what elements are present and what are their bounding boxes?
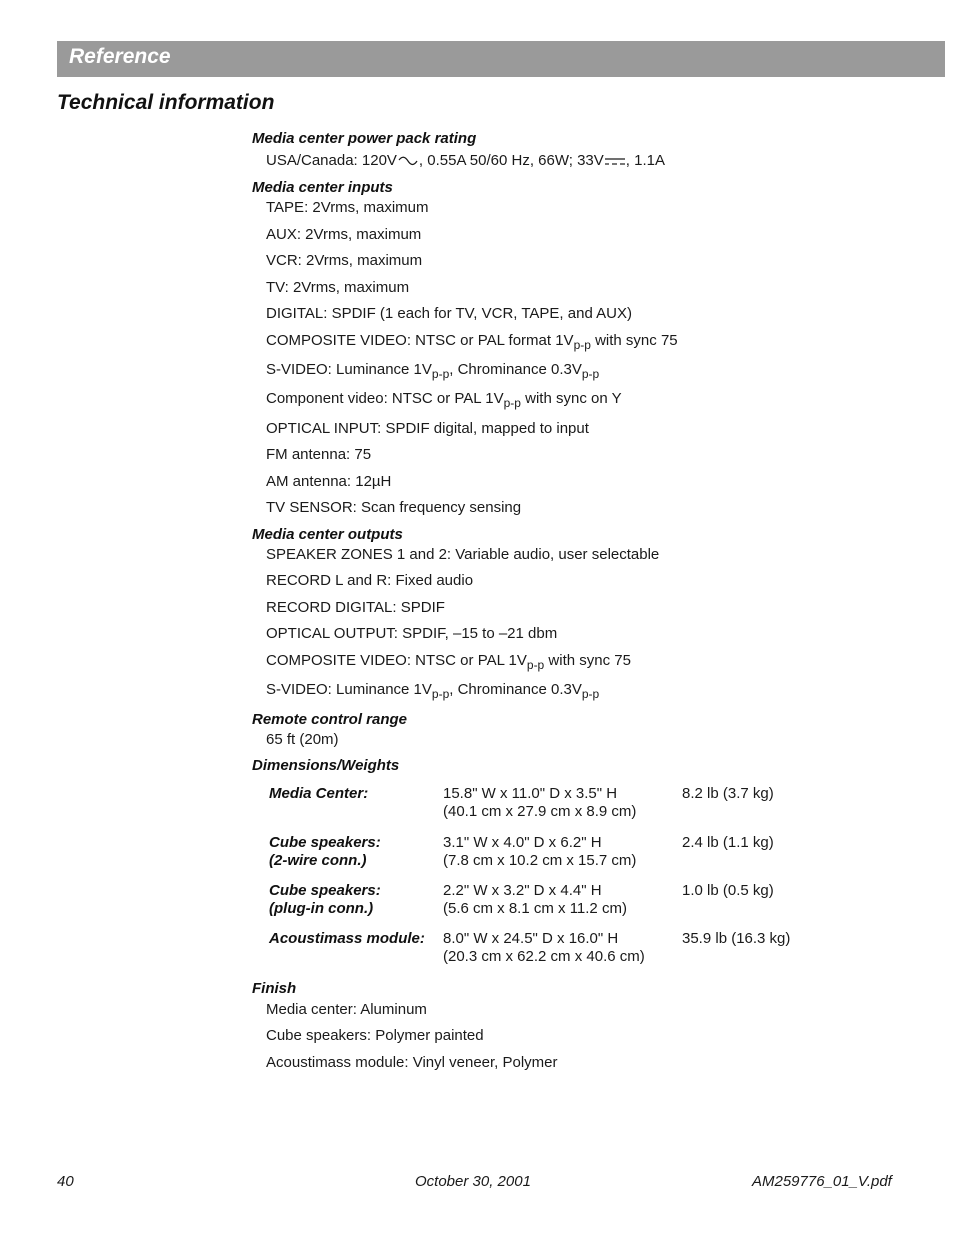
ac-symbol-icon [397, 155, 419, 167]
footer-filename: AM259776_01_V.pdf [752, 1173, 892, 1190]
page-title: Technical information [57, 91, 275, 114]
dim-row-label [269, 785, 368, 803]
dim-label-line-1: Media Center: [269, 785, 369, 802]
inputs-heading: Media center inputs [252, 179, 393, 196]
dim-row-size [443, 834, 636, 870]
dim-row-size [443, 882, 627, 918]
banner-title: Reference [69, 45, 171, 68]
output-record-lr: RECORD L and R: Fixed audio [266, 572, 474, 589]
input-digital: DIGITAL: SPDIF (1 each for TV, VCR, TAPE, and AUX) [266, 305, 632, 322]
input-composite-text: COMPOSITE VIDEO: NTSC or PAL format 1V [266, 332, 574, 349]
dim-size-imperial: 15.8" W x 11.0" D x 3.5" H [443, 785, 618, 802]
output-composite-text-2: with sync 75 [544, 652, 631, 669]
dim-size-imperial: 8.0" W x 24.5" D x 16.0" H [443, 930, 619, 947]
input-svideo-sub-1: p-p [431, 367, 450, 381]
dim-row-weight: 1.0 lb (0.5 kg) [682, 882, 774, 899]
output-s-video [266, 681, 600, 701]
outputs-heading: Media center outputs [252, 526, 403, 543]
input-s-video [266, 361, 600, 381]
output-svideo-text: S-VIDEO: Luminance 1V [266, 681, 432, 698]
output-svideo-sub-2: p-p [581, 687, 600, 701]
power-rating-part2: , 0.55A 50/60 Hz, 66W; 33V [418, 152, 604, 169]
dim-row-size [443, 785, 636, 821]
output-composite-text: COMPOSITE VIDEO: NTSC or PAL 1V [266, 652, 527, 669]
input-fm-antenna: FM antenna: 75 [266, 446, 372, 463]
dim-row-weight: 35.9 lb (16.3 kg) [682, 930, 791, 947]
power-rating-part1: USA/Canada: 120V [266, 152, 397, 169]
dimensions-heading: Dimensions/Weights [252, 757, 400, 774]
footer-date: October 30, 2001 [415, 1173, 531, 1190]
dim-label-line-1: Cube speakers: [269, 834, 381, 851]
dim-row-size [443, 930, 645, 966]
power-rating-part3: , 1.1A [625, 152, 665, 169]
output-svideo-sub-1: p-p [431, 687, 450, 701]
dim-size-metric: (5.6 cm x 8.1 cm x 11.2 cm) [443, 900, 627, 917]
input-tape: TAPE: 2Vrms, maximum [266, 199, 429, 216]
remote-range-value: 65 ft (20m) [266, 731, 339, 748]
input-component-text-2: with sync on Y [520, 390, 622, 407]
dc-symbol-icon [604, 155, 626, 167]
dim-label-line-1: Acoustimass module: [269, 930, 425, 947]
input-tv: TV: 2Vrms, maximum [266, 279, 410, 296]
dim-row-label [269, 930, 425, 948]
section-banner [57, 41, 945, 77]
dim-row-weight: 2.4 lb (1.1 kg) [682, 834, 774, 851]
output-record-digital: RECORD DIGITAL: SPDIF [266, 599, 445, 616]
dim-size-imperial: 2.2" W x 3.2" D x 4.4" H [443, 882, 602, 899]
input-am-antenna: AM antenna: 12µH [266, 473, 392, 490]
input-composite-text-2: with sync 75 [590, 332, 678, 349]
dim-size-metric: (40.1 cm x 27.9 cm x 8.9 cm) [443, 803, 637, 820]
output-composite-sub: p-p [526, 658, 545, 672]
dim-row-weight: 8.2 lb (3.7 kg) [682, 785, 774, 802]
dim-row-label [269, 882, 381, 918]
input-optical: OPTICAL INPUT: SPDIF digital, mapped to input [266, 420, 589, 437]
output-svideo-text-2: , Chrominance 0.3V [449, 681, 582, 698]
input-component-video [266, 390, 622, 410]
power-heading: Media center power pack rating [252, 130, 477, 147]
dim-size-metric: (7.8 cm x 10.2 cm x 15.7 cm) [443, 852, 637, 869]
footer-page-number: 40 [57, 1173, 74, 1190]
input-svideo-text: S-VIDEO: Luminance 1V [266, 361, 432, 378]
output-optical: OPTICAL OUTPUT: SPDIF, –15 to –21 dbm [266, 625, 558, 642]
input-tv-sensor: TV SENSOR: Scan frequency sensing [266, 499, 522, 516]
dim-label-line-2: (2-wire conn.) [269, 852, 367, 869]
dim-label-line-2: (plug-in conn.) [269, 900, 374, 917]
finish-cube-speakers: Cube speakers: Polymer painted [266, 1027, 484, 1044]
input-composite-sub: p-p [573, 338, 591, 352]
dim-size-metric: (20.3 cm x 62.2 cm x 40.6 cm) [443, 948, 645, 965]
input-component-text: Component video: NTSC or PAL 1V [266, 390, 504, 407]
dim-row-label [269, 834, 381, 870]
remote-heading: Remote control range [252, 711, 408, 728]
input-svideo-sub-2: p-p [581, 367, 600, 381]
finish-heading: Finish [252, 980, 297, 997]
input-composite-video [266, 332, 678, 352]
finish-acoustimass: Acoustimass module: Vinyl veneer, Polymer [266, 1054, 558, 1071]
input-aux: AUX: 2Vrms, maximum [266, 226, 422, 243]
input-vcr: VCR: 2Vrms, maximum [266, 252, 423, 269]
dim-size-imperial: 3.1" W x 4.0" D x 6.2" H [443, 834, 602, 851]
dim-label-line-1: Cube speakers: [269, 882, 381, 899]
output-speaker-zones: SPEAKER ZONES 1 and 2: Variable audio, user selectable [266, 546, 660, 563]
power-rating-line [266, 152, 665, 169]
finish-media-center: Media center: Aluminum [266, 1001, 427, 1018]
input-svideo-text-2: , Chrominance 0.3V [449, 361, 582, 378]
output-composite-video [266, 652, 631, 672]
input-component-sub: p-p [503, 396, 521, 410]
